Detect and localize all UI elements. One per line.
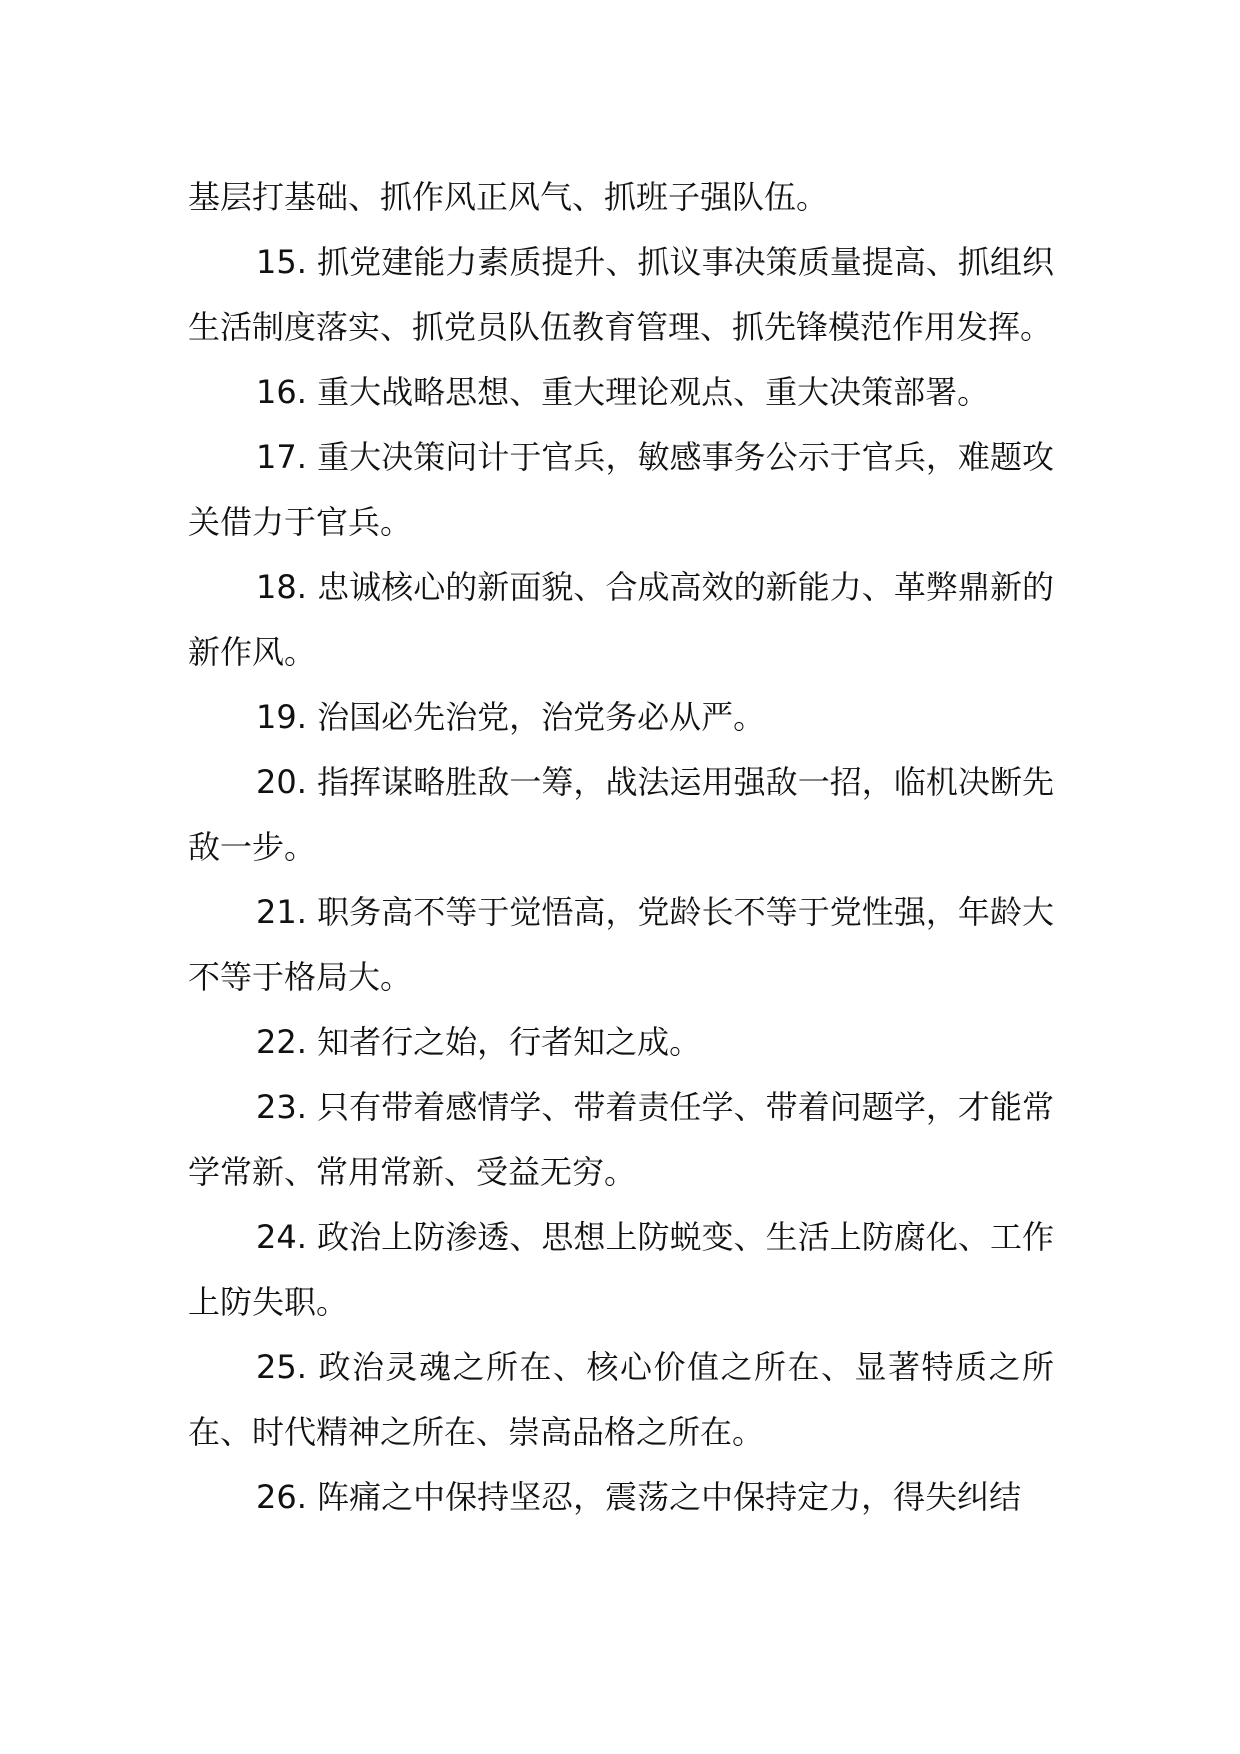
paragraph-item-17: 17. 重大决策问计于官兵，敏感事务公示于官兵，难题攻关借力于官兵。 [188, 438, 1054, 541]
paragraph-item-15: 15. 抓党建能力素质提升、抓议事决策质量提高、抓组织生活制度落实、抓党员队伍教育管理、抓先锋模范作用发挥。 [188, 243, 1054, 346]
paragraph-item-24: 24. 政治上防渗透、思想上防蜕变、生活上防腐化、工作上防失职。 [188, 1218, 1054, 1321]
paragraph-continuation: 基层打基础、抓作风正风气、抓班子强队伍。 [188, 178, 829, 216]
paragraph-item-19: 19. 治国必先治党，治党务必从严。 [256, 698, 766, 736]
paragraph-item-22: 22. 知者行之始，行者知之成。 [256, 1023, 702, 1061]
paragraph-item-25: 25. 政治灵魂之所在、核心价值之所在、显著特质之所在、时代精神之所在、崇高品格之所在。 [188, 1348, 1054, 1451]
paragraph-item-18: 18. 忠诚核心的新面貌、合成高效的新能力、革弊鼎新的新作风。 [188, 568, 1054, 671]
paragraph-item-20: 20. 指挥谋略胜敌一筹，战法运用强敌一招，临机决断先敌一步。 [188, 763, 1054, 866]
document-body [188, 165, 1054, 1530]
paragraph-item-21: 21. 职务高不等于觉悟高，党龄长不等于党性强，年龄大不等于格局大。 [188, 893, 1054, 996]
paragraph-item-26: 26. 阵痛之中保持坚忍，震荡之中保持定力，得失纠结 [256, 1478, 1022, 1516]
paragraph-item-16: 16. 重大战略思想、重大理论观点、重大决策部署。 [256, 373, 990, 411]
paragraph-item-23: 23. 只有带着感情学、带着责任学、带着问题学，才能常学常新、常用常新、受益无穷。 [188, 1088, 1054, 1191]
